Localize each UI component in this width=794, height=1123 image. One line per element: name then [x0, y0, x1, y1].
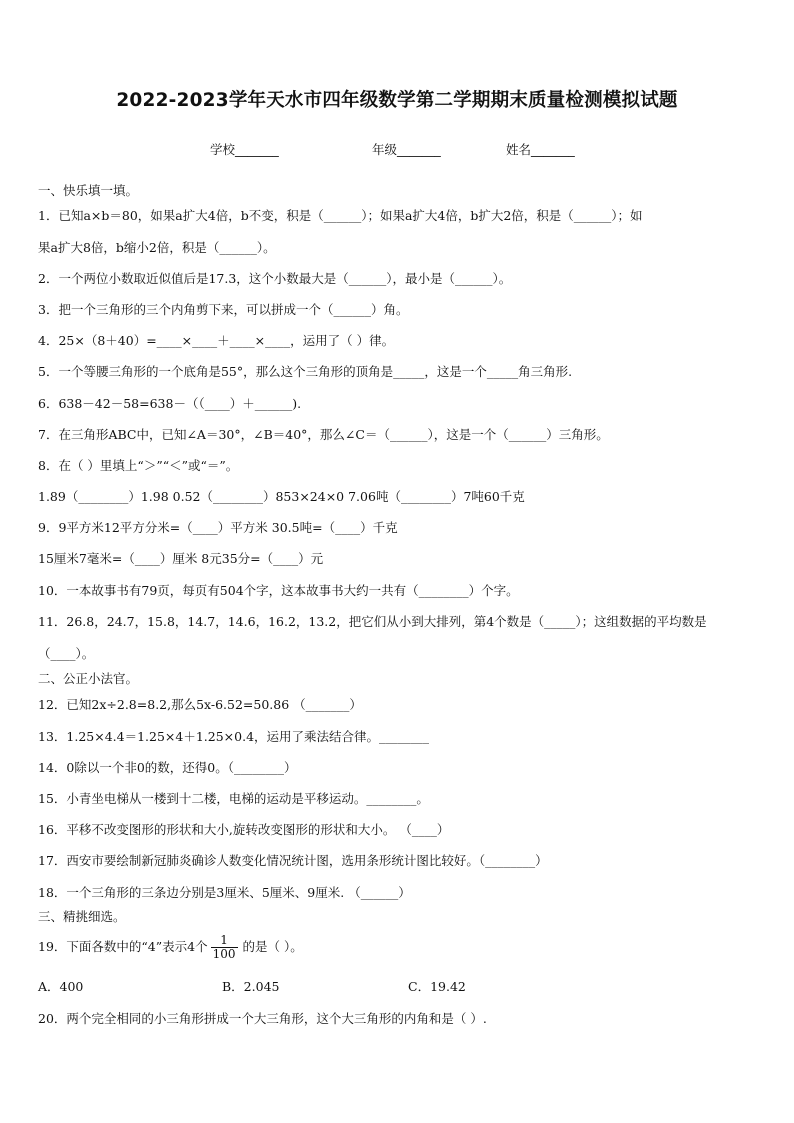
question-2: 2．一个两位小数取近似值后是17.3，这个小数最大是（______），最小是（______）。 [38, 271, 512, 286]
section-2-heading: 二、公正小法官。 [38, 671, 139, 686]
question-7: 7．在三角形ABC中，已知∠A＝30°，∠B＝40°，那么∠C＝（______），这是一个（______）三角形。 [38, 427, 609, 442]
question-12: 12．已知2x÷2.8=8.2,那么5x-6.52=50.86 （_______） [38, 697, 362, 712]
question-16: 16．平移不改变图形的形状和大小,旋转改变图形的形状和大小。 （____） [38, 822, 450, 837]
question-5: 5．一个等腰三角形的一个底角是55°，那么这个三角形的顶角是_____，这是一个_____角三角形. [38, 364, 573, 379]
option-a: A．400 [38, 979, 84, 994]
question-11-cont: （____）。 [38, 646, 95, 661]
grade-field: 年级_______ [372, 142, 441, 157]
question-10: 10．一本故事书有79页，每页有504个字，这本故事书大约一共有（________）个字。 [38, 583, 519, 598]
page-title: 2022-2023学年天水市四年级数学第二学期期末质量检测模拟试题 [116, 90, 678, 111]
question-3: 3．把一个三角形的三个内角剪下来，可以拼成一个（______）角。 [38, 302, 409, 317]
school-field: 学校_______ [210, 142, 279, 157]
question-8: 8．在（ ）里填上“＞”“＜”或“＝”。 [38, 458, 239, 473]
question-19-tail: 的是（ ）。 [242, 939, 303, 954]
question-18: 18．一个三角形的三条边分别是3厘米、5厘米、9厘米. （______） [38, 885, 411, 900]
question-20: 20．两个完全相同的小三角形拼成一个大三角形，这个大三角形的内角和是（ ）. [38, 1011, 487, 1026]
question-6: 6．638－42－58=638－（（____）＋______). [38, 396, 302, 411]
question-8-items: 1.89（________）1.98 0.52（________）853×24×0 7.06吨（________）7吨60千克 [38, 489, 525, 504]
question-1: 1．已知a×b＝80，如果a扩大4倍，b不变，积是（______）；如果a扩大4倍，b扩大2倍，积是（______）；如 [38, 208, 643, 223]
question-1-cont: 果a扩大8倍，b缩小2倍，积是（______）。 [38, 240, 276, 255]
question-17: 17．西安市要绘制新冠肺炎确诊人数变化情况统计图，选用条形统计图比较好。（________） [38, 853, 548, 868]
question-14: 14．0除以一个非0的数，还得0。（________） [38, 760, 297, 775]
question-11: 11．26.8，24.7，15.8，14.7，14.6，16.2，13.2，把它们从小到大排列，第4个数是（_____）；这组数据的平均数是 [38, 614, 707, 629]
option-c: C．19.42 [408, 979, 466, 994]
question-13: 13．1.25×4.4＝1.25×4＋1.25×0.4，运用了乘法结合律。________ [38, 729, 430, 744]
question-4: 4．25×（8＋40）=____×____＋____×____，运用了（ ）律。 [38, 333, 395, 348]
section-3-heading: 三、精挑细选。 [38, 909, 126, 924]
fraction-denominator: 100 [212, 947, 236, 961]
question-9: 9．9平方米12平方分米=（____）平方米 30.5吨=（____）千克 [38, 520, 398, 535]
question-9-cont: 15厘米7毫米=（____）厘米 8元35分=（____）元 [38, 551, 324, 566]
fraction-one-hundredth [211, 934, 238, 961]
question-15: 15．小青坐电梯从一楼到十二楼，电梯的运动是平移运动。________。 [38, 791, 429, 806]
question-19-text: 19．下面各数中的“4”表示4个 [38, 939, 208, 954]
option-b: B．2.045 [222, 979, 280, 994]
question-19 [38, 934, 764, 961]
fraction-numerator: 1 [211, 934, 238, 948]
name-field: 姓名_______ [506, 142, 575, 157]
section-1-heading: 一、快乐填一填。 [38, 183, 139, 198]
